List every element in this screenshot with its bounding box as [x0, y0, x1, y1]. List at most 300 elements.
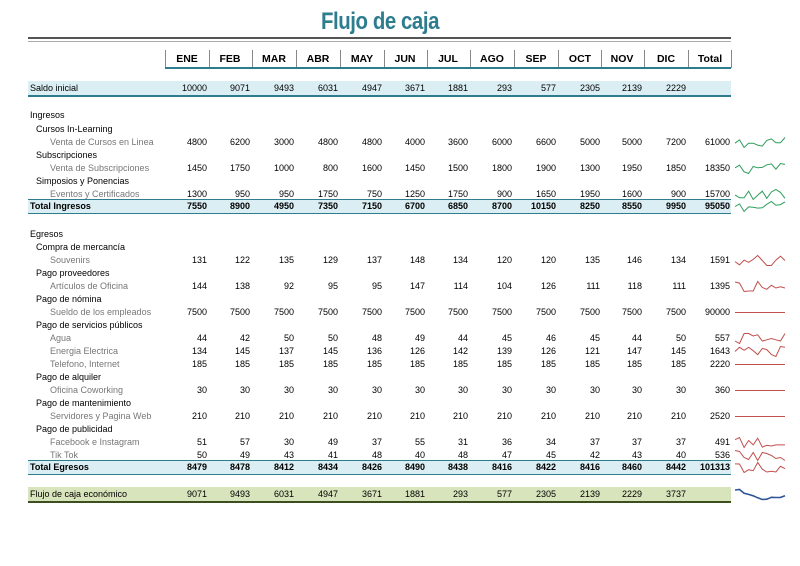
table-row — [28, 332, 731, 345]
total-cell: 61000 — [704, 137, 730, 147]
value-cell: 50 — [283, 333, 294, 343]
total-cell: 557 — [714, 333, 730, 343]
value-cell: 1750 — [229, 163, 250, 173]
table-row — [28, 371, 731, 384]
value-cell: 50 — [675, 333, 686, 343]
sparkline — [734, 200, 786, 213]
value-cell: 210 — [626, 411, 642, 421]
value-cell: 1600 — [361, 163, 382, 173]
value-cell: 51 — [196, 437, 207, 447]
table-row — [28, 241, 731, 254]
value-cell: 8490 — [404, 462, 425, 472]
total-cell: 491 — [714, 437, 730, 447]
row-label: Tik Tok — [50, 450, 79, 460]
value-cell: 1450 — [186, 163, 207, 173]
value-cell: 55 — [414, 437, 425, 447]
value-cell: 4947 — [361, 83, 382, 93]
value-cell: 185 — [540, 359, 556, 369]
total-cell: 90000 — [704, 307, 730, 317]
value-cell: 6031 — [273, 489, 294, 499]
value-cell: 1900 — [535, 163, 556, 173]
value-cell: 8438 — [447, 462, 468, 472]
value-cell: 147 — [626, 346, 642, 356]
value-cell: 7500 — [229, 307, 250, 317]
value-cell: 3000 — [273, 137, 294, 147]
value-cell: 185 — [452, 359, 468, 369]
sparkline — [734, 461, 786, 474]
month-header-may: MAY — [350, 53, 374, 65]
month-header-nov: NOV — [610, 53, 634, 65]
total-cell: 95050 — [704, 201, 730, 211]
value-cell: 4800 — [317, 137, 338, 147]
value-cell: 30 — [457, 385, 468, 395]
value-cell: 30 — [501, 385, 512, 395]
value-cell: 1300 — [579, 163, 600, 173]
sparkline — [734, 306, 786, 319]
sparkline — [734, 488, 786, 501]
sparkline — [734, 345, 786, 358]
row-label: Ingresos — [30, 110, 65, 120]
value-cell: 1000 — [273, 163, 294, 173]
sparkline — [734, 254, 786, 267]
sparkline-path — [735, 202, 785, 212]
value-cell: 1650 — [535, 189, 556, 199]
sparkline — [734, 332, 786, 345]
sparkline-path — [735, 463, 785, 473]
value-cell: 30 — [283, 385, 294, 395]
value-cell: 9493 — [229, 489, 250, 499]
value-cell: 138 — [234, 281, 250, 291]
value-cell: 8479 — [186, 462, 207, 472]
value-cell: 8460 — [621, 462, 642, 472]
sparkline-path — [735, 438, 785, 448]
value-cell: 30 — [631, 385, 642, 395]
value-cell: 49 — [327, 437, 338, 447]
month-header-mar: MAR — [262, 53, 286, 65]
row-label: Agua — [50, 333, 72, 343]
row-label: Pago de servicios públicos — [36, 320, 143, 330]
value-cell: 126 — [540, 281, 556, 291]
month-header-jul: JUL — [438, 53, 458, 65]
value-cell: 185 — [366, 359, 382, 369]
table-row — [28, 358, 731, 371]
value-cell: 10150 — [530, 201, 556, 211]
table-row — [28, 280, 731, 293]
total-bottomline — [28, 474, 731, 475]
value-cell: 1850 — [665, 163, 686, 173]
value-cell: 134 — [452, 255, 468, 265]
value-cell: 185 — [670, 359, 686, 369]
value-cell: 185 — [191, 359, 207, 369]
value-cell: 6700 — [404, 201, 425, 211]
total-cell: 2520 — [709, 411, 730, 421]
value-cell: 185 — [626, 359, 642, 369]
value-cell: 134 — [670, 255, 686, 265]
value-cell: 8700 — [491, 201, 512, 211]
value-cell: 30 — [371, 385, 382, 395]
value-cell: 8550 — [621, 201, 642, 211]
value-cell: 2229 — [621, 489, 642, 499]
value-cell: 122 — [234, 255, 250, 265]
value-cell: 118 — [627, 281, 642, 291]
value-cell: 210 — [191, 411, 207, 421]
value-cell: 50 — [196, 450, 207, 460]
row-label: Simposios y Ponencias — [36, 176, 130, 186]
value-cell: 43 — [283, 450, 294, 460]
value-cell: 800 — [322, 163, 338, 173]
total-cell: 1643 — [709, 346, 730, 356]
value-cell: 145 — [322, 346, 338, 356]
value-cell: 6200 — [229, 137, 250, 147]
sparkline — [734, 358, 786, 371]
row-label: Eventos y Certificados — [50, 189, 140, 199]
row-underline — [28, 95, 731, 97]
value-cell: 134 — [191, 346, 207, 356]
row-label: Flujo de caja económico — [30, 489, 128, 499]
value-cell: 210 — [584, 411, 600, 421]
value-cell: 210 — [234, 411, 250, 421]
value-cell: 37 — [675, 437, 686, 447]
value-cell: 30 — [283, 437, 294, 447]
total-cell: 536 — [714, 450, 730, 460]
month-header-ago: AGO — [480, 53, 504, 65]
value-cell: 30 — [327, 385, 338, 395]
value-cell: 8250 — [579, 201, 600, 211]
value-cell: 49 — [414, 333, 425, 343]
month-header-ene: ENE — [176, 53, 198, 65]
value-cell: 137 — [366, 255, 382, 265]
value-cell: 210 — [322, 411, 338, 421]
row-label: Servidores y Pagina Web — [50, 411, 152, 421]
header-underline — [165, 67, 731, 69]
value-cell: 135 — [278, 255, 294, 265]
value-cell: 7500 — [491, 307, 512, 317]
value-cell: 137 — [278, 346, 294, 356]
total-cell: 1395 — [709, 281, 730, 291]
value-cell: 44 — [457, 333, 468, 343]
total-cell: 18350 — [704, 163, 730, 173]
value-cell: 114 — [453, 281, 468, 291]
sparkline-path — [735, 451, 785, 461]
value-cell: 900 — [496, 189, 512, 199]
value-cell: 8416 — [579, 462, 600, 472]
page-title: Flujo de caja — [320, 8, 440, 35]
value-cell: 10000 — [181, 83, 207, 93]
sparkline-path — [735, 334, 785, 344]
value-cell: 7500 — [317, 307, 338, 317]
value-cell: 4000 — [404, 137, 425, 147]
sparkline — [734, 384, 786, 397]
value-cell: 4950 — [273, 201, 294, 211]
row-label: Egresos — [30, 229, 64, 239]
row-label: Compra de mercancía — [36, 242, 126, 252]
value-cell: 8900 — [229, 201, 250, 211]
row-label: Saldo inicial — [30, 83, 79, 93]
sparkline — [734, 436, 786, 449]
month-header-dic: DIC — [656, 53, 676, 65]
value-cell: 1750 — [447, 189, 468, 199]
value-cell: 185 — [278, 359, 294, 369]
value-cell: 210 — [540, 411, 556, 421]
table-row — [28, 384, 731, 397]
total-cell: 101313 — [699, 462, 730, 472]
value-cell: 142 — [452, 346, 468, 356]
value-cell: 43 — [631, 450, 642, 460]
value-cell: 293 — [452, 489, 468, 499]
value-cell: 45 — [501, 333, 512, 343]
value-cell: 9950 — [665, 201, 686, 211]
table-row — [28, 488, 731, 501]
row-label: Pago de alquiler — [36, 372, 102, 382]
value-cell: 185 — [496, 359, 512, 369]
sparkline-path — [735, 490, 785, 500]
month-header-jun: JUN — [394, 53, 416, 65]
value-cell: 8442 — [665, 462, 686, 472]
row-label: Pago de publicidad — [36, 424, 113, 434]
value-cell: 3671 — [361, 489, 382, 499]
table-row — [28, 436, 731, 449]
value-cell: 210 — [670, 411, 686, 421]
sparkline-path — [735, 164, 785, 174]
value-cell: 148 — [409, 255, 425, 265]
row-label: Artículos de Oficina — [50, 281, 129, 291]
value-cell: 900 — [670, 189, 686, 199]
value-cell: 129 — [322, 255, 338, 265]
value-cell: 30 — [196, 385, 207, 395]
table-row — [28, 319, 731, 332]
value-cell: 7500 — [186, 307, 207, 317]
value-cell: 7500 — [579, 307, 600, 317]
value-cell: 121 — [584, 346, 600, 356]
value-cell: 210 — [278, 411, 294, 421]
value-cell: 136 — [366, 346, 382, 356]
value-cell: 2305 — [579, 83, 600, 93]
sparkline — [734, 136, 786, 149]
value-cell: 4800 — [361, 137, 382, 147]
value-cell: 7150 — [361, 201, 382, 211]
value-cell: 7200 — [665, 137, 686, 147]
table-row — [28, 200, 731, 213]
value-cell: 9071 — [186, 489, 207, 499]
value-cell: 30 — [239, 385, 250, 395]
value-cell: 7550 — [186, 201, 207, 211]
total-cell: 1591 — [709, 255, 730, 265]
table-row — [28, 149, 731, 162]
value-cell: 185 — [409, 359, 425, 369]
value-cell: 7350 — [317, 201, 338, 211]
table-row — [28, 345, 731, 358]
sparkline-path — [735, 282, 785, 292]
value-cell: 7500 — [535, 307, 556, 317]
value-cell: 8434 — [317, 462, 338, 472]
value-cell: 145 — [670, 346, 686, 356]
value-cell: 37 — [631, 437, 642, 447]
table-row — [28, 82, 731, 95]
value-cell: 111 — [586, 281, 600, 291]
row-label: Pago de nómina — [36, 294, 102, 304]
row-label: Venta de Subscripciones — [50, 163, 150, 173]
sparkline-path — [735, 190, 785, 200]
value-cell: 6000 — [491, 137, 512, 147]
value-cell: 4947 — [317, 489, 338, 499]
value-cell: 9493 — [273, 83, 294, 93]
month-header-feb: FEB — [219, 53, 241, 65]
value-cell: 30 — [545, 385, 556, 395]
sparkline — [734, 162, 786, 175]
row-label: Sueldo de los empleados — [50, 307, 152, 317]
value-cell: 185 — [584, 359, 600, 369]
value-cell: 185 — [322, 359, 338, 369]
row-label: Total Egresos — [30, 462, 89, 472]
value-cell: 37 — [371, 437, 382, 447]
value-cell: 92 — [283, 281, 294, 291]
title-rule-thin — [28, 41, 731, 42]
value-cell: 2139 — [579, 489, 600, 499]
total-bottomline — [28, 213, 731, 214]
table-row — [28, 136, 731, 149]
value-cell: 40 — [675, 450, 686, 460]
table-row — [28, 175, 731, 188]
table-row — [28, 162, 731, 175]
sparkline-path — [735, 138, 785, 148]
value-cell: 5000 — [621, 137, 642, 147]
row-label: Venta de Cursos en Linea — [50, 137, 154, 147]
value-cell: 2139 — [621, 83, 642, 93]
value-cell: 950 — [234, 189, 250, 199]
value-cell: 1750 — [317, 189, 338, 199]
value-cell: 6600 — [535, 137, 556, 147]
value-cell: 48 — [457, 450, 468, 460]
result-underline — [28, 501, 731, 503]
value-cell: 1881 — [447, 83, 468, 93]
value-cell: 111 — [672, 281, 686, 291]
value-cell: 41 — [327, 450, 338, 460]
value-cell: 293 — [496, 83, 512, 93]
value-cell: 950 — [278, 189, 294, 199]
value-cell: 1500 — [447, 163, 468, 173]
sparkline — [734, 410, 786, 423]
table-row — [28, 461, 731, 474]
value-cell: 44 — [196, 333, 207, 343]
value-cell: 131 — [191, 255, 207, 265]
value-cell: 30 — [675, 385, 686, 395]
value-cell: 8416 — [491, 462, 512, 472]
value-cell: 95 — [371, 281, 382, 291]
value-cell: 8412 — [273, 462, 294, 472]
value-cell: 50 — [327, 333, 338, 343]
value-cell: 2229 — [665, 83, 686, 93]
value-cell: 48 — [371, 450, 382, 460]
value-cell: 144 — [191, 281, 207, 291]
value-cell: 46 — [545, 333, 556, 343]
value-cell: 120 — [496, 255, 512, 265]
value-cell: 3671 — [404, 83, 425, 93]
value-cell: 147 — [409, 281, 425, 291]
value-cell: 577 — [496, 489, 512, 499]
value-cell: 7500 — [621, 307, 642, 317]
value-cell: 30 — [414, 385, 425, 395]
value-cell: 1450 — [404, 163, 425, 173]
value-cell: 6031 — [317, 83, 338, 93]
value-cell: 7500 — [361, 307, 382, 317]
value-cell: 37 — [589, 437, 600, 447]
total-cell: 15700 — [704, 189, 730, 199]
value-cell: 1800 — [491, 163, 512, 173]
row-label: Cursos In-Learning — [36, 124, 113, 134]
value-cell: 42 — [239, 333, 250, 343]
value-cell: 210 — [452, 411, 468, 421]
value-cell: 6850 — [447, 201, 468, 211]
value-cell: 210 — [496, 411, 512, 421]
value-cell: 1250 — [404, 189, 425, 199]
month-header-sep: SEP — [525, 53, 547, 65]
value-cell: 49 — [239, 450, 250, 460]
value-cell: 1600 — [621, 189, 642, 199]
value-cell: 1300 — [186, 189, 207, 199]
value-cell: 95 — [327, 281, 338, 291]
total-cell: 360 — [714, 385, 730, 395]
value-cell: 4800 — [186, 137, 207, 147]
table-row — [28, 228, 731, 241]
value-cell: 34 — [545, 437, 556, 447]
value-cell: 3600 — [447, 137, 468, 147]
value-cell: 146 — [626, 255, 642, 265]
value-cell: 36 — [501, 437, 512, 447]
value-cell: 135 — [584, 255, 600, 265]
row-label: Facebook e Instagram — [50, 437, 140, 447]
value-cell: 8422 — [535, 462, 556, 472]
row-label: Pago proveedores — [36, 268, 110, 278]
row-label: Pago de mantenimiento — [36, 398, 132, 408]
value-cell: 44 — [631, 333, 642, 343]
value-cell: 45 — [545, 450, 556, 460]
table-row — [28, 423, 731, 436]
table-row — [28, 123, 731, 136]
table-row — [28, 254, 731, 267]
value-cell: 47 — [501, 450, 512, 460]
value-cell: 45 — [589, 333, 600, 343]
value-cell: 750 — [366, 189, 382, 199]
value-cell: 104 — [496, 281, 512, 291]
value-cell: 1881 — [404, 489, 425, 499]
value-cell: 210 — [409, 411, 425, 421]
value-cell: 185 — [234, 359, 250, 369]
table-row — [28, 267, 731, 280]
value-cell: 1950 — [621, 163, 642, 173]
row-label: Souvenirs — [50, 255, 91, 265]
row-label: Telefono, Internet — [50, 359, 120, 369]
value-cell: 126 — [540, 346, 556, 356]
value-cell: 7500 — [404, 307, 425, 317]
value-cell: 7500 — [273, 307, 294, 317]
value-cell: 2305 — [535, 489, 556, 499]
table-row — [28, 109, 731, 122]
value-cell: 8426 — [361, 462, 382, 472]
table-row — [28, 410, 731, 423]
row-label: Subscripciones — [36, 150, 98, 160]
title-rule — [28, 37, 731, 39]
month-header-oct: OCT — [568, 53, 592, 65]
value-cell: 42 — [589, 450, 600, 460]
total-header: Total — [697, 53, 723, 65]
table-row — [28, 397, 731, 410]
value-cell: 3737 — [665, 489, 686, 499]
value-cell: 120 — [540, 255, 556, 265]
row-label: Energia Electrica — [50, 346, 119, 356]
table-row — [28, 306, 731, 319]
value-cell: 31 — [457, 437, 468, 447]
month-header-abr: ABR — [306, 53, 330, 65]
